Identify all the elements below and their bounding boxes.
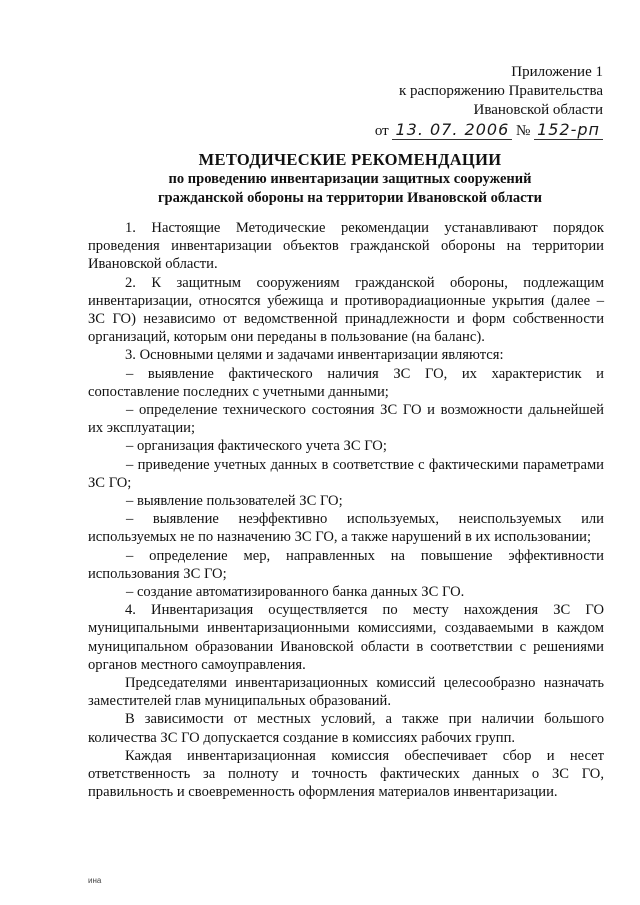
- paragraph-3: 3. Основными целями и задачами инвентаризации являются:: [125, 347, 504, 364]
- list-item: – приведение учетных данных в соответствие с фактическими параметрами ЗС ГО;: [88, 456, 604, 491]
- appendix-date-line: [375, 120, 603, 141]
- date-prefix: от: [374, 123, 389, 139]
- list-item: – определение технического состояния ЗС ГО и возможности дальнейшей их эксплуатации;: [88, 402, 604, 437]
- list-item: – выявление неэффективно используемых, неиспользуемых или используемых не по назначению ЗС ГО, а также нарушений в их использовании;: [88, 511, 604, 546]
- number-prefix: №: [516, 123, 531, 139]
- paragraph-chairmen: Председателями инвентаризационных комиссий целесообразно назначать заместителей глав муниципальных образований.: [88, 675, 604, 710]
- handwritten-date: 13. 07. 2006: [392, 120, 512, 140]
- list-item: – создание автоматизированного банка данных ЗС ГО.: [126, 584, 465, 601]
- list-item: – выявление пользователей ЗС ГО;: [126, 493, 343, 510]
- title-sub-2: гражданской обороны на территории Ивановской области: [157, 190, 543, 206]
- paragraph-1: 1. Настоящие Методические рекомендации устанавливают порядок проведения инвентаризации объектов гражданской обороны на территории Ивановской области.: [88, 220, 604, 273]
- list-item: – организация фактического учета ЗС ГО;: [126, 438, 387, 455]
- title-sub-1: по проведению инвентаризации защитных сооружений: [168, 171, 532, 187]
- paragraph-working-groups: В зависимости от местных условий, а также при наличии большого количества ЗС ГО допускается создание в комиссиях рабочих групп.: [88, 711, 604, 746]
- document-body: [88, 219, 604, 802]
- list-item: – выявление фактического наличия ЗС ГО, их характеристик и сопоставление последних с учетными данными;: [88, 365, 604, 400]
- list-item: – определение мер, направленных на повышение эффективности использования ЗС ГО;: [88, 547, 604, 582]
- paragraph-2: 2. К защитным сооружениям гражданской обороны, подлежащим инвентаризации, относятся убежища и противорадиационные укрытия (далее – ЗС ГО) независимо от ведомственной принадлежности и форм собственности организаций, которым они переданы в пользование (на баланс).: [88, 274, 604, 346]
- paragraph-4: 4. Инвентаризация осуществляется по месту нахождения ЗС ГО муниципальными инвентаризационными комиссиями, создаваемыми в каждом муниципальном образовании Ивановской области в соответствии с решениями органов местного самоуправления.: [88, 602, 604, 673]
- appendix-line-2: к распоряжению Правительства: [398, 83, 603, 99]
- title-main: МЕТОДИЧЕСКИЕ РЕКОМЕНДАЦИИ: [198, 150, 502, 169]
- appendix-line-1: Приложение 1: [511, 64, 603, 80]
- appendix-header: [375, 63, 603, 141]
- handwritten-number: 152-рп: [534, 120, 603, 140]
- footer-stamp: ина: [88, 876, 102, 885]
- document-title: [100, 150, 600, 208]
- paragraph-commission-duty: Каждая инвентаризационная комиссия обеспечивает сбор и несет ответственность за полноту и точность фактических данных о ЗС ГО, правильность и своевременность оформления материалов инвентаризации.: [88, 747, 604, 801]
- appendix-line-3: Ивановской области: [473, 102, 603, 118]
